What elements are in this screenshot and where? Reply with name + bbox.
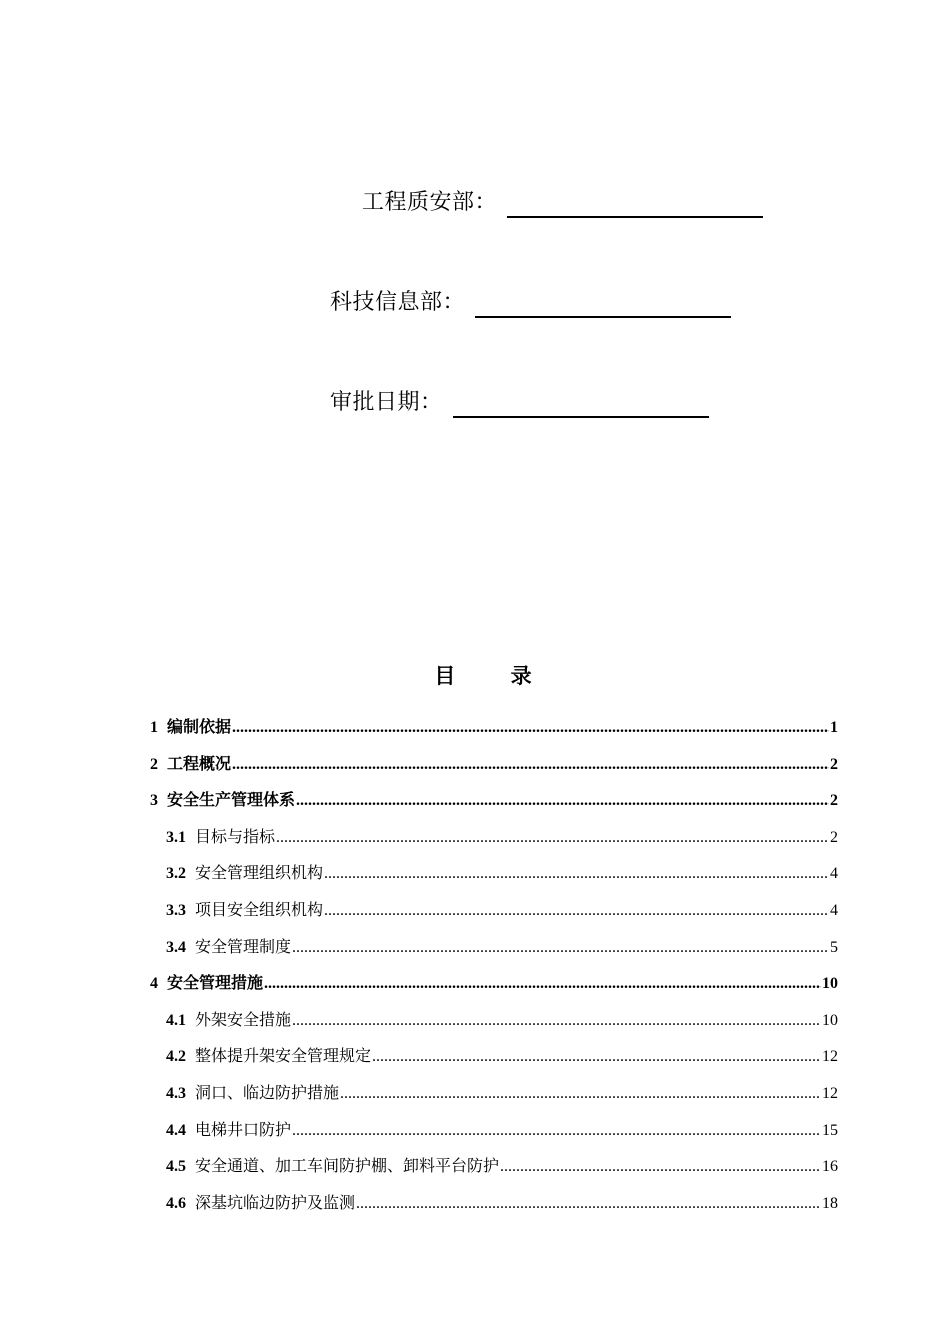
toc-entry[interactable] <box>150 893 838 930</box>
toc-entry[interactable] <box>150 710 838 747</box>
toc-dot-leader <box>296 784 829 818</box>
toc-entry[interactable] <box>150 747 838 784</box>
toc-entry-number: 4.1 <box>166 1011 186 1029</box>
signature-blank-line <box>475 294 731 318</box>
toc-entry[interactable] <box>150 1039 838 1076</box>
toc-dot-leader <box>324 857 829 891</box>
toc-entry-number: 4.5 <box>166 1158 186 1176</box>
toc-entry-number: 4 <box>150 975 158 993</box>
toc-dot-leader <box>232 711 829 745</box>
toc-entry-number: 3.1 <box>166 828 186 846</box>
toc-entry-number: 3.3 <box>166 901 186 919</box>
toc-entry-number: 4.2 <box>166 1048 186 1066</box>
toc-entry-number: 3 <box>150 792 158 810</box>
toc-entry[interactable] <box>150 1149 838 1186</box>
toc-entry-title: 安全管理制度 <box>195 936 292 956</box>
toc-entry-title: 目标与指标 <box>195 826 276 846</box>
toc-dot-leader <box>500 1150 821 1184</box>
toc-entry-page: 1 <box>830 719 838 736</box>
toc-entry-title: 外架安全措施 <box>195 1009 292 1029</box>
toc-entry-title: 安全管理措施 <box>167 973 264 993</box>
toc-entry-page: 10 <box>822 1011 838 1029</box>
toc-entry-number: 3.2 <box>166 865 186 883</box>
toc-entry-page: 18 <box>822 1194 838 1212</box>
toc-entry-page: 4 <box>830 901 838 919</box>
toc-entry-number: 4.3 <box>166 1084 186 1102</box>
signature-blank-line <box>507 194 763 218</box>
toc-entry-page: 2 <box>830 828 838 846</box>
toc-dot-leader <box>292 1004 821 1038</box>
toc-dot-leader <box>356 1187 821 1221</box>
signature-label: 工程质安部： <box>362 190 498 215</box>
toc-dot-leader <box>264 967 821 1001</box>
toc-entry-title: 编制依据 <box>167 717 232 736</box>
toc-entry-page: 2 <box>830 755 838 773</box>
signature-label: 科技信息部： <box>330 290 466 315</box>
toc-entry-number: 3.4 <box>166 938 186 956</box>
toc-entry[interactable] <box>150 820 838 857</box>
toc-entry[interactable] <box>150 966 838 1003</box>
toc-entry-title: 整体提升架安全管理规定 <box>195 1046 372 1066</box>
toc-entry-title: 项目安全组织机构 <box>195 899 324 919</box>
toc-dot-leader <box>340 1077 821 1111</box>
signature-row-tech <box>330 284 731 318</box>
signature-blank-line <box>453 394 709 418</box>
toc-entry-number: 1 <box>150 719 158 736</box>
toc-dot-leader <box>292 931 829 965</box>
toc-entry[interactable] <box>150 856 838 893</box>
toc-entry-page: 2 <box>830 792 838 810</box>
toc-entry[interactable] <box>150 783 838 820</box>
signature-row-quality <box>362 184 763 218</box>
toc-entry[interactable] <box>150 1003 838 1040</box>
toc-dot-leader <box>372 1040 821 1074</box>
toc-entry-title: 安全生产管理体系 <box>167 790 296 810</box>
toc-entry[interactable] <box>150 1113 838 1150</box>
toc-entry-number: 4.6 <box>166 1194 186 1212</box>
signature-row-date <box>330 384 709 418</box>
toc-dot-leader <box>292 1114 821 1148</box>
toc-entry-title: 安全通道、加工车间防护棚、卸料平台防护 <box>195 1156 500 1176</box>
toc-entry[interactable] <box>150 1186 838 1223</box>
signature-label: 审批日期： <box>330 390 443 415</box>
toc-entry[interactable] <box>150 930 838 967</box>
toc-entry-page: 12 <box>822 1048 838 1066</box>
toc-list <box>150 710 838 1222</box>
toc-entry-page: 12 <box>822 1084 838 1102</box>
toc-dot-leader <box>324 894 829 928</box>
toc-entry-page: 4 <box>830 865 838 883</box>
toc-entry-number: 2 <box>150 755 158 773</box>
toc-entry-page: 10 <box>822 975 838 993</box>
toc-title: 目 录 <box>434 663 556 688</box>
toc-entry[interactable] <box>150 1076 838 1113</box>
toc-dot-leader <box>276 821 829 855</box>
toc-entry-title: 深基坑临边防护及监测 <box>195 1192 356 1212</box>
toc-entry-page: 16 <box>822 1158 838 1176</box>
toc-entry-title: 安全管理组织机构 <box>195 863 324 883</box>
toc-entry-title: 电梯井口防护 <box>195 1119 292 1139</box>
toc-entry-title: 工程概况 <box>167 753 232 773</box>
toc-entry-page: 5 <box>830 938 838 956</box>
toc-dot-leader <box>232 748 829 782</box>
toc-entry-page: 15 <box>822 1121 838 1139</box>
toc-entry-title: 洞口、临边防护措施 <box>195 1082 340 1102</box>
toc-entry-number: 4.4 <box>166 1121 186 1139</box>
